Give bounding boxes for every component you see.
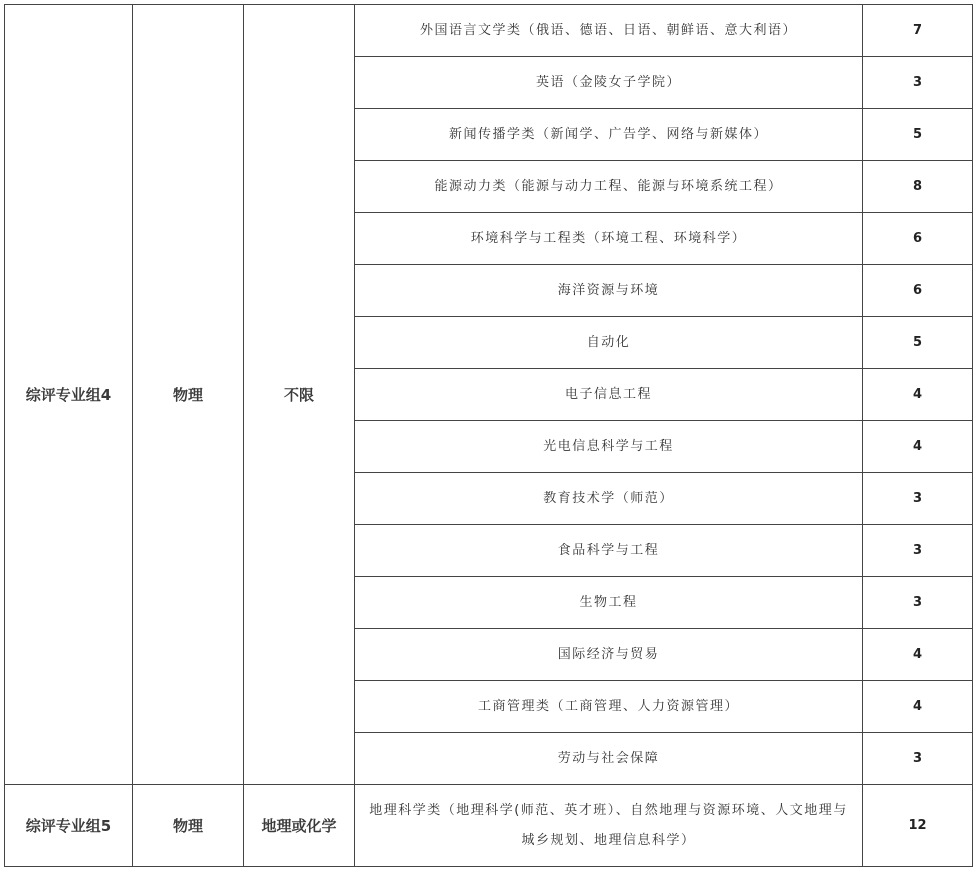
major-name-cell: 生物工程 [355,577,863,629]
group-name-cell: 综评专业组4 [5,5,133,785]
quota-count-cell: 4 [863,681,973,733]
subject-cell: 物理 [133,785,244,867]
major-name-cell: 国际经济与贸易 [355,629,863,681]
quota-count-cell: 3 [863,57,973,109]
major-name-cell: 自动化 [355,317,863,369]
major-name-cell: 教育技术学（师范） [355,473,863,525]
group-name-cell: 综评专业组5 [5,785,133,867]
quota-count-cell: 6 [863,213,973,265]
requirement-cell: 不限 [244,5,355,785]
major-name-cell: 新闻传播学类（新闻学、广告学、网络与新媒体） [355,109,863,161]
table-row [5,5,973,57]
major-name-cell: 能源动力类（能源与动力工程、能源与环境系统工程） [355,161,863,213]
major-name-text: 地理科学类（地理科学(师范、英才班）、自然地理与资源环境、人文地理与城乡规划、地理信息科学） [369,802,848,848]
quota-count-cell: 4 [863,421,973,473]
quota-count-cell: 3 [863,733,973,785]
quota-count-cell: 3 [863,525,973,577]
quota-count-cell: 4 [863,629,973,681]
major-name-cell: 英语（金陵女子学院） [355,57,863,109]
requirement-cell: 地理或化学 [244,785,355,867]
quota-count-cell: 3 [863,577,973,629]
quota-count-cell: 3 [863,473,973,525]
enrollment-table [4,4,973,867]
major-name-cell [355,785,863,867]
quota-count-cell: 5 [863,317,973,369]
quota-count-cell: 7 [863,5,973,57]
major-name-cell: 电子信息工程 [355,369,863,421]
quota-count-cell: 4 [863,369,973,421]
quota-count-cell: 8 [863,161,973,213]
table-row [5,785,973,867]
subject-cell: 物理 [133,5,244,785]
major-name-cell: 环境科学与工程类（环境工程、环境科学） [355,213,863,265]
quota-count-cell: 5 [863,109,973,161]
major-name-cell: 食品科学与工程 [355,525,863,577]
major-name-cell: 外国语言文学类（俄语、德语、日语、朝鲜语、意大利语） [355,5,863,57]
major-name-cell: 海洋资源与环境 [355,265,863,317]
major-name-cell: 工商管理类（工商管理、人力资源管理） [355,681,863,733]
major-name-cell: 光电信息科学与工程 [355,421,863,473]
major-name-cell: 劳动与社会保障 [355,733,863,785]
quota-count-cell: 6 [863,265,973,317]
quota-count-cell: 12 [863,785,973,867]
